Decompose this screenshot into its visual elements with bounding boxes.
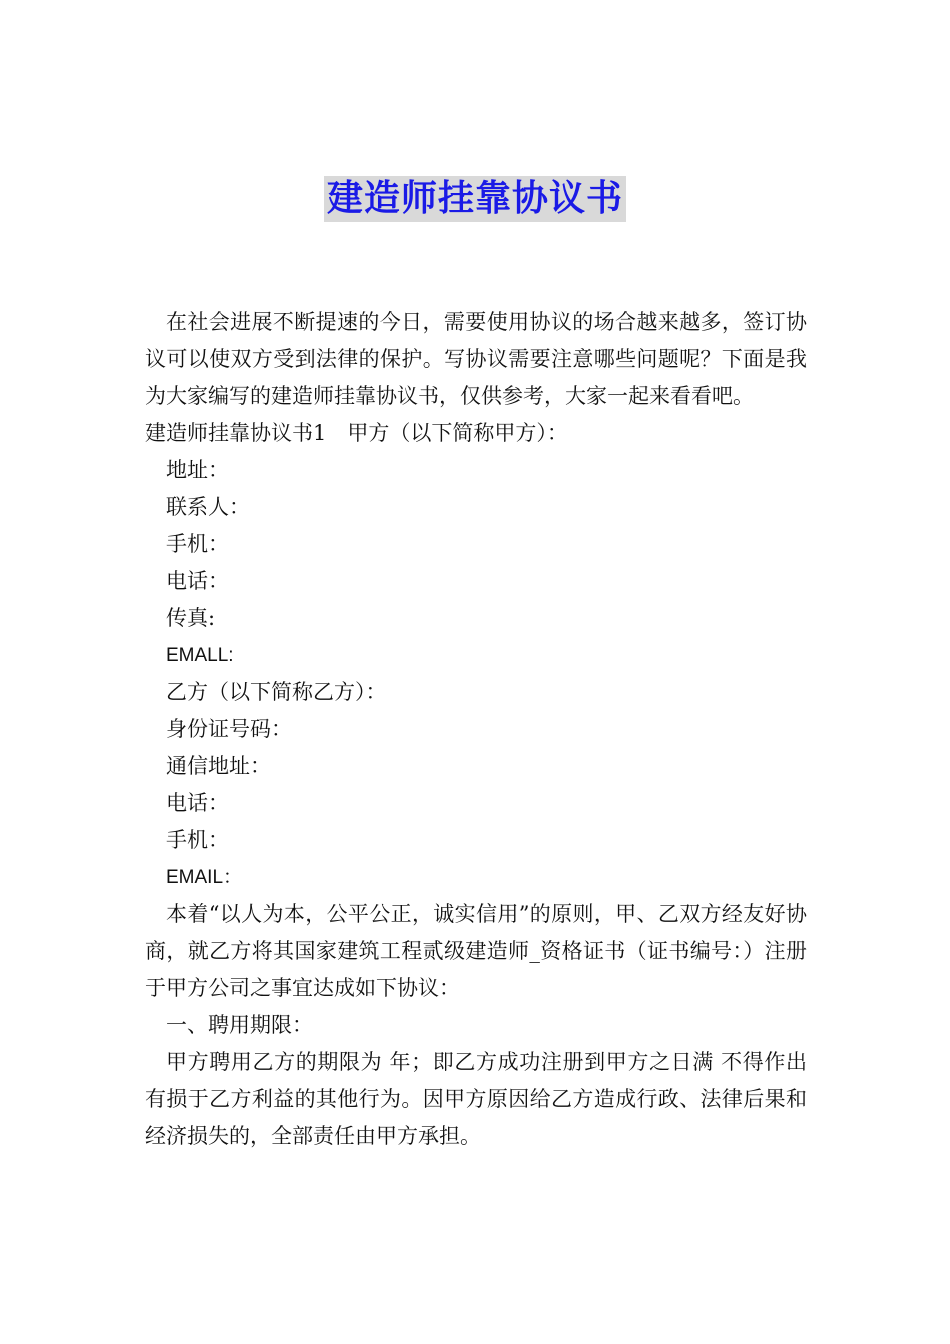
party-a-phone: 电话： <box>166 569 229 593</box>
party-b-phone: 电话： <box>166 791 229 815</box>
section-1-paragraph: 甲方聘用乙方的期限为 年；即乙方成功注册到甲方之日满 不得作出有损于乙方利益的其他行为。因甲方原因给乙方造成行政、法律后果和经济损失的，全部责任由甲方承担。 <box>145 1050 807 1148</box>
party-b-mobile: 手机： <box>166 828 229 852</box>
party-b-email: EMAIL： <box>166 867 243 888</box>
party-a-fax: 传真: <box>166 606 216 630</box>
party-a-mobile: 手机： <box>166 532 229 556</box>
party-a-contact: 联系人： <box>166 495 250 519</box>
party-a-address: 地址： <box>166 458 229 482</box>
party-b-id-number: 身份证号码： <box>166 717 292 741</box>
document-title: 建造师挂靠协议书 <box>324 176 626 222</box>
agreement-heading-line: 建造师挂靠协议书1 甲方（以下简称甲方）： <box>145 421 568 445</box>
party-b-address: 通信地址： <box>166 754 271 778</box>
document-body <box>145 304 807 1155</box>
party-b-label: 乙方（以下简称乙方）： <box>166 680 387 704</box>
section-1-heading: 一、聘用期限： <box>166 1013 313 1037</box>
title-container <box>0 176 950 222</box>
intro-paragraph: 在社会进展不断提速的今日，需要使用协议的场合越来越多，签订协议可以使双方受到法律的保护。写协议需要注意哪些问题呢？下面是我为大家编写的建造师挂靠协议书，仅供参考，大家一起来看看吧。 <box>145 310 807 408</box>
party-a-email: EMALL: <box>166 645 234 666</box>
principle-paragraph: 本着“以人为本，公平公正，诚实信用”的原则，甲、乙双方经友好协商，就乙方将其国家建筑工程贰级建造师_资格证书（证书编号：）注册于甲方公司之事宜达成如下协议： <box>145 902 807 1000</box>
